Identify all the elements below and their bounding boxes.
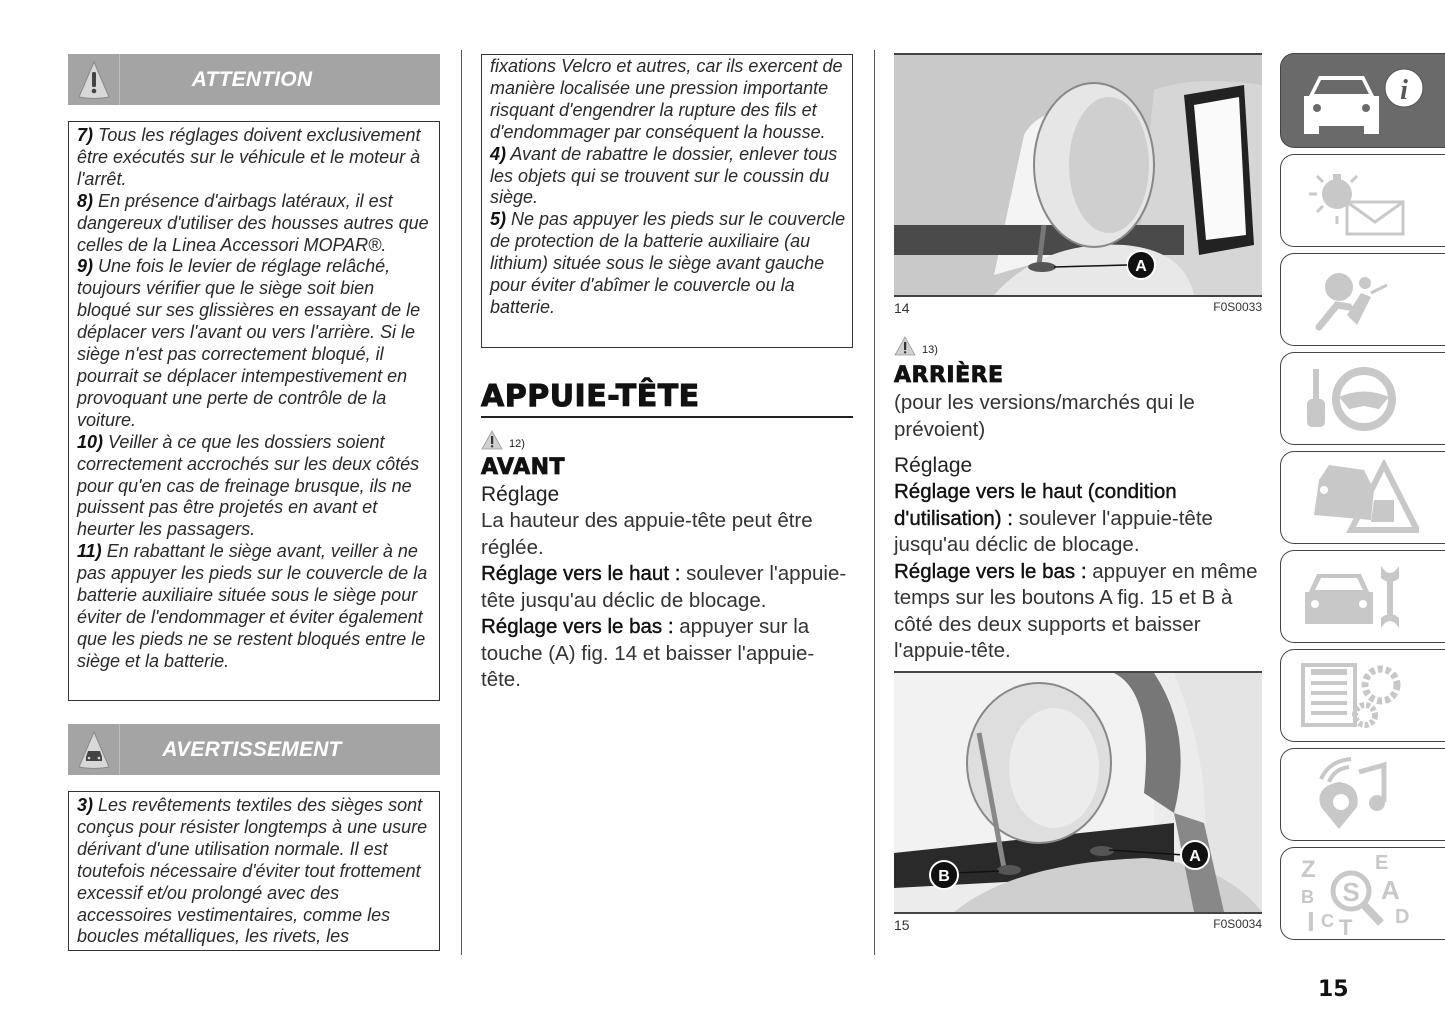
paragraph: La hauteur des appuie-tête peut être réglée.	[481, 509, 813, 559]
svg-text:B: B	[938, 867, 950, 885]
index-search-icon	[1299, 851, 1419, 936]
column-divider	[461, 50, 462, 955]
car-warning-triangle-icon	[68, 724, 120, 775]
car-info-icon	[1299, 66, 1429, 136]
svg-text:I: I	[1307, 906, 1315, 936]
paragraph-up: Réglage vers le haut (condition d'utilisation) : soulever l'appuie-tête jusqu'au déclic de blocage.	[894, 480, 1213, 556]
car-emergency-triangle-icon	[1299, 460, 1419, 535]
figure-14-headrest-front	[894, 53, 1262, 297]
note-9: 9) Une fois le levier de réglage relâché, toujours vérifier que le siège soit bien bloqué sur ses glissières en essayant de le déplacer vers l'avant ou vers l'arrière. Si le siège n'est pas correctement bloqué, il pourrait se déplacer intempestivement en provoquant une perte de contrôle de la voiture.	[77, 256, 421, 430]
multimedia-icon	[1299, 757, 1409, 832]
warning-triangle-icon	[894, 336, 916, 356]
left-column	[68, 54, 440, 951]
attention-notes-box	[68, 121, 440, 701]
tab-vehicle-info[interactable]	[1280, 53, 1445, 148]
paragraph-down: Réglage vers le bas : appuyer en même temps sur les boutons A fig. 15 et B à côté des deux supports et baisser l'appuie-tête.	[894, 559, 1258, 662]
figure-15-caption	[894, 917, 1262, 933]
figure-code: F0S0033	[1213, 300, 1262, 314]
section-title: APPUIE-TÊTE	[481, 378, 853, 418]
warning-light-message-icon	[1299, 166, 1409, 236]
tab-technical-data[interactable]	[1280, 649, 1445, 742]
svg-text:T: T	[1339, 915, 1353, 936]
middle-column	[481, 54, 853, 694]
tab-index[interactable]	[1280, 847, 1445, 940]
figure-code: F0S0034	[1213, 916, 1262, 931]
subsection-title: AVANT	[481, 455, 566, 480]
figure-15-headrest-rear	[894, 671, 1262, 914]
figure-14-caption	[894, 300, 1262, 316]
subheading: Réglage	[894, 454, 973, 477]
attention-banner	[68, 54, 440, 105]
svg-text:C: C	[1321, 911, 1334, 931]
tab-maintenance[interactable]	[1280, 550, 1445, 643]
figure-number: 15	[894, 916, 910, 933]
subheading: Réglage	[481, 483, 560, 506]
svg-text:E: E	[1375, 852, 1389, 874]
car-wrench-icon	[1299, 562, 1409, 632]
paragraph-up: Réglage vers le haut : soulever l'appuie-tête jusqu'au déclic de blocage.	[481, 562, 847, 612]
paragraph-down: Réglage vers le bas : appuyer sur la touche (A) fig. 14 et baisser l'appuie-tête.	[481, 615, 815, 691]
chapter-tabs	[1280, 53, 1445, 946]
svg-text:A: A	[1189, 847, 1201, 865]
warning-triangle-icon	[68, 54, 120, 105]
svg-text:i: i	[1400, 74, 1408, 106]
note-5: 5) Ne pas appuyer les pieds sur le couvercle de protection de la batterie auxiliaire (au lithium) située sous le siège avant gauche pour éviter d'abîmer le couvercle ou la batterie.	[490, 209, 846, 317]
svg-text:A: A	[1381, 875, 1400, 905]
svg-text:A: A	[1135, 258, 1147, 275]
warning-title: AVERTISSEMENT	[162, 737, 342, 761]
warning-reference[interactable]: 12)	[481, 428, 853, 450]
warning-triangle-icon	[481, 430, 503, 450]
svg-text:B: B	[1301, 887, 1314, 907]
airbag-safety-icon	[1299, 265, 1409, 335]
svg-text:D: D	[1395, 906, 1410, 928]
version-note: (pour les versions/marchés qui le prévoient)	[894, 391, 1195, 441]
tab-multimedia[interactable]	[1280, 748, 1445, 841]
note-8: 8) En présence d'airbags latéraux, il est dangereux d'utiliser des housses autres que celles de la Linea Accessori MOPAR®.	[77, 190, 429, 255]
column-divider	[874, 50, 875, 955]
note-11: 11) En rabattant le siège avant, veiller à ne pas appuyer les pieds sur le couvercle de la batterie auxiliaire située sous le siège pour éviter de l'endommager et éviter également que les pieds ne se restent bloqués entre le siège et la batterie.	[77, 541, 428, 671]
warning-banner	[68, 724, 440, 775]
warning-notes-box	[68, 791, 440, 951]
subsection-title: ARRIÈRE	[894, 363, 1004, 388]
specs-gears-icon	[1299, 661, 1419, 731]
note-3-continued: fixations Velcro et autres, car ils exercent de manière localisée une pression importante risquant d'engendrer la rupture des fils et d'endommager par conséquent la housse.	[490, 56, 843, 142]
svg-text:S: S	[1342, 877, 1360, 907]
page-number: 15	[1318, 977, 1349, 1002]
tab-warning-lights[interactable]	[1280, 154, 1445, 247]
tab-emergency[interactable]	[1280, 451, 1445, 544]
attention-title: ATTENTION	[191, 67, 313, 91]
note-7: 7) Tous les réglages doivent exclusivement être exécutés sur le véhicule et le moteur à l'arrêt.	[77, 125, 421, 189]
warning-reference[interactable]: 13)	[894, 334, 1262, 356]
right-column	[894, 53, 1262, 933]
continued-notes-box	[481, 54, 853, 348]
tab-safety[interactable]	[1280, 253, 1445, 346]
note-3: 3) Les revêtements textiles des sièges sont conçus pour résister longtemps à une usure dérivant d'une utilisation normale. Il est toutefois nécessaire d'éviter tout frottement excessif et/ou prolongé avec des accessoires vestimentaires, comme les boucles métalliques, les rivets, les	[77, 795, 428, 947]
note-4: 4) Avant de rabattre le dossier, enlever tous les objets qui se trouvent sur le coussin du siège.	[490, 143, 838, 208]
note-10: 10) Veiller à ce que les dossiers soient correctement accrochés sur les deux côtés pour qu'en cas de freinage brusque, ils ne puissent pas être projetés en avant et heurter les passagers.	[77, 431, 420, 540]
svg-text:Z: Z	[1301, 856, 1316, 883]
figure-number: 14	[894, 300, 910, 316]
tab-starting-driving[interactable]	[1280, 352, 1445, 445]
key-steering-wheel-icon	[1299, 364, 1409, 434]
